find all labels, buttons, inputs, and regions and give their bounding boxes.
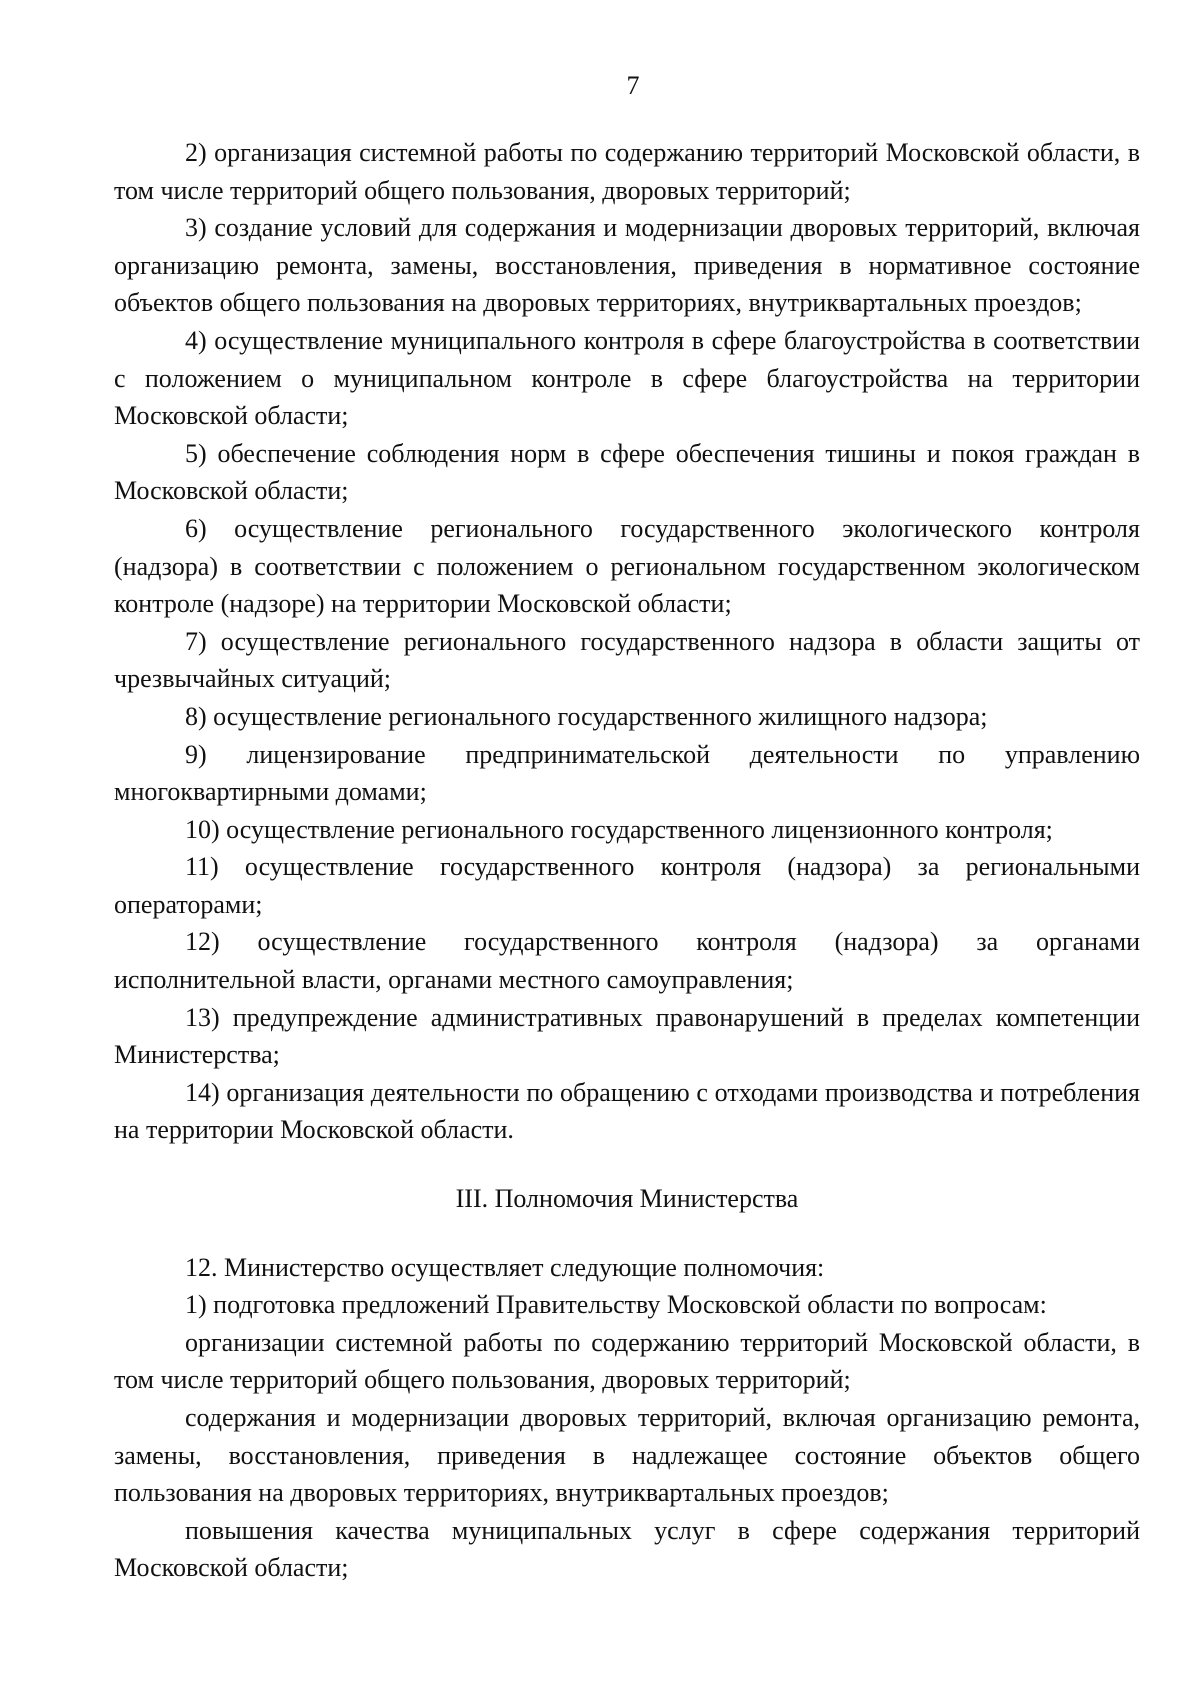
list-item: 7) осуществление регионального государственного надзора в области защиты от чрезвычайных ситуаций; [114, 626, 1140, 694]
list-item: 5) обеспечение соблюдения норм в сфере обеспечения тишины и покоя граждан в Московской области; [114, 438, 1140, 506]
list-item: 6) осуществление регионального государственного экологического контроля (надзора) в соответствии с положением о региональном государственном экологическом контроле (надзоре) на территории Московской области; [114, 513, 1140, 619]
list-item: 13) предупреждение административных правонарушений в пределах компетенции Министерства; [114, 1002, 1140, 1070]
list-item: 2) организация системной работы по содержанию территорий Московской области, в том числе территорий общего пользования, дворовых территорий; [114, 138, 1140, 205]
list-item: 8) осуществление регионального государственного жилищного надзора; [185, 701, 988, 731]
list-item: 12. Министерство осуществляет следующие полномочия: [185, 1252, 825, 1282]
list-item: 4) осуществление муниципального контроля в сфере благоустройства в соответствии с положением о муниципальном контроле в сфере благоустройства на территории Московской области; [114, 325, 1140, 431]
list-item: 12) осуществление государственного контроля (надзора) за органами исполнительной власти, органами местного самоуправления; [114, 927, 1140, 995]
list-item: повышения качества муниципальных услуг в сфере содержания территорий Московской области; [114, 1515, 1140, 1583]
list-item: 10) осуществление регионального государственного лицензионного контроля; [185, 814, 1053, 844]
section-heading: III. Полномочия Министерства [455, 1184, 799, 1214]
list-item: 11) осуществление государственного контроля (надзора) за региональными операторами; [114, 852, 1140, 919]
list-item: 3) создание условий для содержания и модернизации дворовых территорий, включая организацию ремонта, замены, восстановления, приведения в нормативное состояние объектов общего пользования на дворовых территориях, внутриквартальных проездов; [114, 213, 1140, 318]
page-number: 7 [626, 71, 640, 100]
list-item: 9) лицензирование предпринимательской деятельности по управлению многоквартирными домами; [114, 739, 1140, 807]
list-item: 14) организация деятельности по обращению с отходами производства и потребления на территории Московской области. [114, 1077, 1140, 1145]
list-item: организации системной работы по содержанию территорий Московской области, в том числе территорий общего пользования, дворовых территорий; [114, 1327, 1140, 1395]
document-body [114, 134, 1140, 1587]
list-item: содержания и модернизации дворовых территорий, включая организацию ремонта, замены, восстановления, приведения в надлежащее состояние объектов общего пользования на дворовых территориях, внутриквартальных проездов; [114, 1403, 1140, 1508]
list-item: 1) подготовка предложений Правительству Московской области по вопросам: [185, 1290, 1047, 1320]
